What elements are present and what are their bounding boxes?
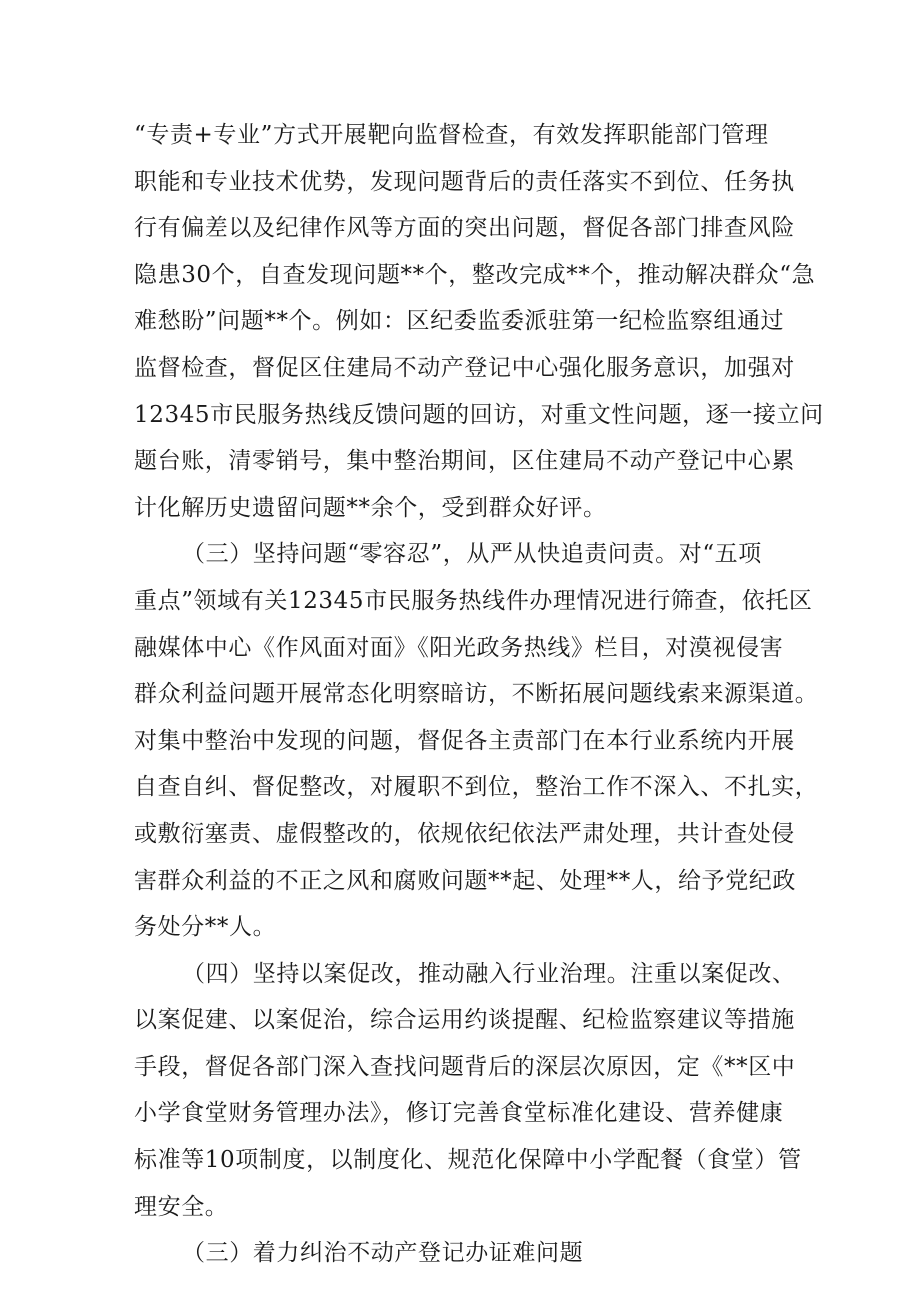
text-line: 融媒体中心《作风面对面》《阳光政务热线》栏目，对漠视侵害 — [134, 634, 784, 661]
text-line: “专责+专业”方式开展靶向监督检查，有效发挥职能部门管理 — [134, 122, 769, 148]
text-line: 监督检查，督促区住建局不动产登记中心强化服务意识，加强对 — [134, 354, 795, 381]
text-line: 重点”领域有关12345市民服务热线件办理情况进行筛查，依托区 — [134, 587, 813, 614]
document-body — [134, 112, 824, 1277]
section-heading: （三）着力纠治不动产登记办证难问题 — [182, 1240, 584, 1267]
text-line: 自查自纠、督促整改，对履职不到位，整治工作不深入、不扎实， — [134, 774, 819, 801]
text-line: 对集中整治中发现的问题，督促各主责部门在本行业系统内开展 — [134, 727, 795, 754]
text-line: 题台账，清零销号，集中整治期间，区住建局不动产登记中心累 — [134, 448, 795, 475]
text-line: 行有偏差以及纪律作风等方面的突出问题，督促各部门排查风险 — [134, 215, 795, 242]
text-line: 12345市民服务热线反馈问题的回访，对重文性问题，逐一接立问 — [134, 401, 824, 428]
text-line: 标准等10项制度，以制度化、规范化保障中小学配餐（食堂）管 — [134, 1147, 802, 1174]
text-line: 计化解历史遗留问题**余个，受到群众好评。 — [134, 494, 607, 521]
section-heading-line: （三）坚持问题“零容忍”，从严从快追责问责。对“五项 — [182, 541, 762, 568]
text-line: 群众利益问题开展常态化明察暗访，不断拓展问题线索来源渠道。 — [134, 681, 819, 708]
section-heading-line: （四）坚持以案促改，推动融入行业治理。注重以案促改、 — [182, 960, 796, 987]
text-line: 务处分**人。 — [134, 914, 277, 941]
text-line: 以案促建、以案促治，综合运用约谈提醒、纪检监察建议等措施 — [134, 1007, 795, 1034]
text-line: 难愁盼”问题**个。例如：区纪委监委派驻第一纪检监察组通过 — [134, 308, 785, 335]
text-line: 或敷衍塞责、虚假整改的，依规依纪依法严肃处理，共计查处侵 — [134, 820, 795, 847]
text-line: 小学食堂财务管理办法》，修订完善食堂标准化建设、营养健康 — [134, 1100, 784, 1127]
text-line: 理安全。 — [134, 1193, 229, 1220]
text-line: 职能和专业技术优势，发现问题背后的责任落实不到位、任务执 — [134, 168, 795, 195]
text-line: 害群众利益的不正之风和腐败问题**起、处理**人，给予党纪政 — [134, 867, 796, 894]
text-line: 手段，督促各部门深入查找问题背后的深层次原因，定《**区中 — [134, 1053, 796, 1080]
text-line: 隐患30个，自查发现问题**个，整改完成**个，推动解决群众“急 — [134, 261, 816, 288]
